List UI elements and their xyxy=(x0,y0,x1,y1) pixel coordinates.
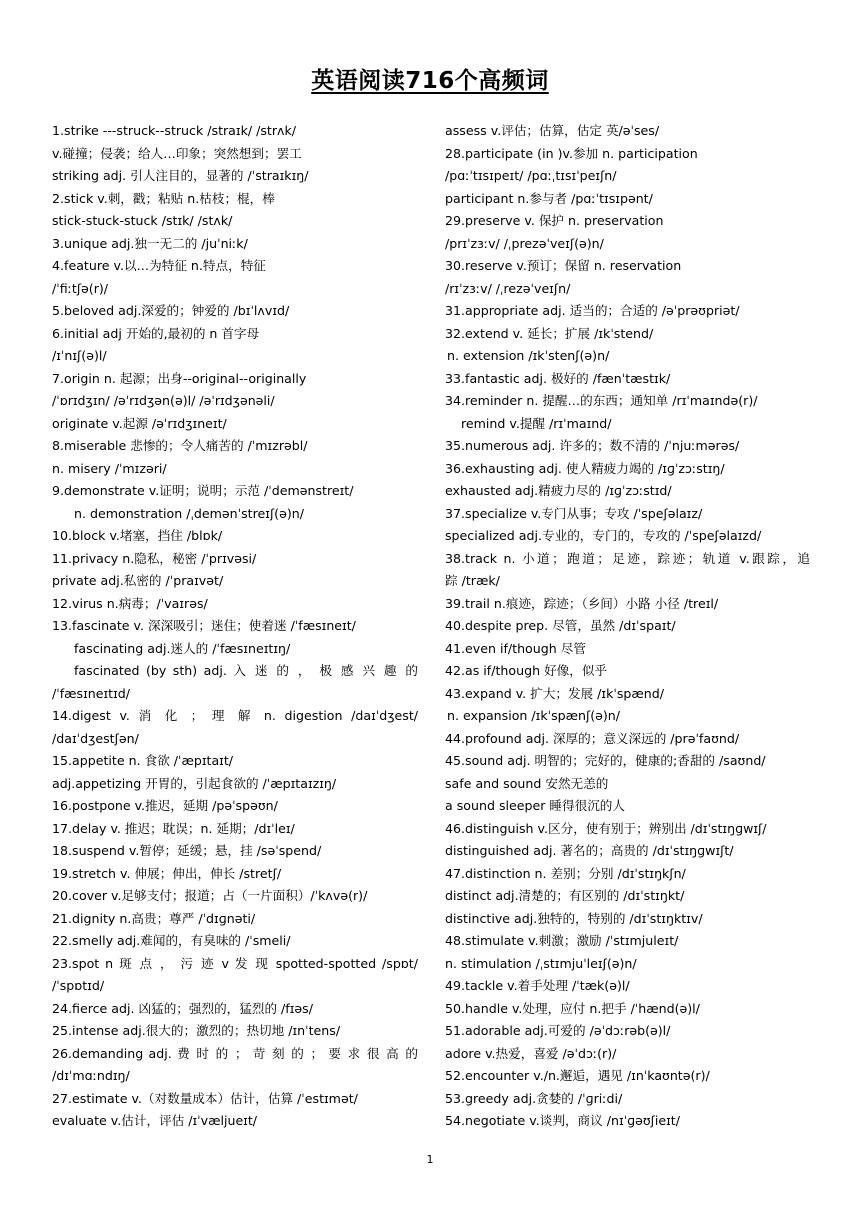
vocab-line: 27.estimate v.（对数量成本）估计，估算 /ˈestɪmət/ xyxy=(52,1090,358,1106)
vocab-line: 45.sound adj. 明智的；完好的，健康的;香甜的 /saʊnd/ xyxy=(445,753,766,768)
vocab-line: exhausted adj.精疲力尽的 /ɪɡˈzɔːstɪd/ xyxy=(445,483,672,498)
vocab-line: 50.handle v.处理，应付 n.把手 /ˈhænd(ə)l/ xyxy=(445,1000,700,1016)
vocab-line: 17.delay v. 推迟；耽误；n. 延期；/dɪˈleɪ/ xyxy=(52,820,295,836)
vocab-line: 23.spot n 斑 点 ， 污 迹 v 发 现 spotted-spotted /spɒt/ xyxy=(52,955,418,971)
vocab-line: specialized adj.专业的，专门的，专攻的 /ˈspeʃəlaɪzd/ xyxy=(445,528,762,543)
vocab-line: adore v.热爱，喜爱 /əˈdɔː(r)/ xyxy=(445,1045,617,1061)
vocab-line: 20.cover v.足够支付；报道；占（一片面积）/ˈkʌvə(r)/ xyxy=(52,888,368,903)
vocab-line: 47.distinction n. 差别；分别 /dɪˈstɪŋkʃn/ xyxy=(445,865,686,881)
vocab-line: 40.despite prep. 尽管，虽然 /dɪˈspaɪt/ xyxy=(445,618,676,633)
vocab-line: 16.postpone v.推迟，延期 /pəˈspəʊn/ xyxy=(52,798,278,813)
vocab-line: 33.fantastic adj. 极好的 /fænˈtæstɪk/ xyxy=(445,370,671,386)
vocab-line: 22.smelly adj.难闻的，有臭味的 /ˈsmeli/ xyxy=(52,933,291,948)
vocab-line: 28.participate (in )v.参加 n. participation xyxy=(445,145,698,161)
vocab-line: /ɪˈnɪʃ(ə)l/ xyxy=(52,348,107,363)
vocab-line: private adj.私密的 /ˈpraɪvət/ xyxy=(52,573,224,588)
vocab-line: 24.fierce adj. 凶猛的；强烈的，猛烈的 /fɪəs/ xyxy=(52,1000,313,1016)
vocab-line: distinct adj.清楚的；有区别的 /dɪˈstɪŋkt/ xyxy=(445,888,685,903)
vocab-line: n. extension /ɪkˈstenʃ(ə)n/ xyxy=(447,348,610,363)
vocab-line: fascinating adj.迷人的 /ˈfæsɪneɪtɪŋ/ xyxy=(74,640,291,656)
vocab-line: 38.track n. 小道；跑道；足迹，踪迹；轨道 v.跟踪，追 xyxy=(445,550,810,566)
vocab-line: originate v.起源 /əˈrɪdʒɪneɪt/ xyxy=(52,415,227,431)
vocab-line: 37.specialize v.专门从事；专攻 /ˈspeʃəlaɪz/ xyxy=(445,505,703,521)
vocab-line: fascinated (by sth) adj. 入 迷 的 ， 极 感 兴 趣 的 xyxy=(74,663,418,678)
vocab-line: /prɪˈzɜːv/ /ˌprezəˈveɪʃ(ə)n/ xyxy=(445,235,604,251)
vocab-line: 30.reserve v.预订；保留 n. reservation xyxy=(445,258,682,273)
vocab-line: v.碰撞；侵袭；给人…印象；突然想到；罢工 xyxy=(52,145,302,161)
vocab-line: /daɪˈdʒestʃən/ xyxy=(52,730,139,746)
vocab-line: striking adj. 引人注目的，显著的 /ˈstraɪkɪŋ/ xyxy=(52,168,309,183)
vocab-line: 14.digest v. 消 化 ； 理 解 n. digestion /daɪˈdʒest/ xyxy=(52,708,418,723)
vocab-line: 51.adorable adj.可爱的 /əˈdɔːrəb(ə)l/ xyxy=(445,1023,671,1038)
vocab-line: distinguished adj. 著名的；高贵的 /dɪˈstɪŋɡwɪʃt/ xyxy=(445,843,734,858)
vocab-line: 29.preserve v. 保护 n. preservation xyxy=(445,213,664,228)
vocab-line: /ˈfæsɪneɪtɪd/ xyxy=(52,685,131,701)
vocab-line: 5.beloved adj.深爱的；钟爱的 /bɪˈlʌvɪd/ xyxy=(52,303,290,318)
vocab-line: stick-stuck-stuck /stɪk/ /stʌk/ xyxy=(52,213,233,228)
vocab-line: 35.numerous adj. 许多的；数不清的 /ˈnjuːmərəs/ xyxy=(445,438,740,453)
vocab-line: 44.profound adj. 深厚的；意义深远的 /prəˈfaʊnd/ xyxy=(445,730,740,746)
vocab-line: 31.appropriate adj. 适当的；合适的 /əˈprəʊpriət/ xyxy=(445,303,740,318)
vocab-line: 13.fascinate v. 深深吸引；迷住；使着迷 /ˈfæsɪneɪt/ xyxy=(52,618,356,633)
vocab-line: /dɪˈmɑːndɪŋ/ xyxy=(52,1068,130,1083)
vocab-line: 32.extend v. 延长；扩展 /ɪkˈstend/ xyxy=(445,325,654,341)
vocab-line: safe and sound 安然无恙的 xyxy=(445,775,609,791)
vocab-line: 6.initial adj 开始的,最初的 n 首字母 xyxy=(52,325,260,341)
vocab-line: 46.distinguish v.区分，使有别于；辨别出 /dɪˈstɪŋɡwɪʃ/ xyxy=(445,820,767,836)
vocab-line: /pɑːˈtɪsɪpeɪt/ /pɑːˌtɪsɪˈpeɪʃn/ xyxy=(445,168,617,183)
vocab-line: 34.reminder n. 提醒…的东西；通知单 /rɪˈmaɪndə(r)/ xyxy=(445,393,758,408)
vocab-line: 36.exhausting adj. 使人精疲力竭的 /ɪɡˈzɔːstɪŋ/ xyxy=(445,460,725,476)
vocab-line: 18.suspend v.暂停；延缓；悬，挂 /səˈspend/ xyxy=(52,843,322,858)
vocab-line: /ˈspɒtɪd/ xyxy=(52,978,105,993)
vocab-line: 26.demanding adj. 费 时 的 ； 苛 刻 的 ； 要 求 很 高 的 xyxy=(52,1045,418,1061)
vocab-line: evaluate v.估计，评估 /ɪˈvæljueɪt/ xyxy=(52,1113,258,1128)
vocab-line: assess v.评估；估算，估定 英/əˈses/ xyxy=(445,123,660,138)
vocab-line: /ˈfiːtʃə(r)/ xyxy=(52,280,109,296)
vocab-line: 11.privacy n.隐私，秘密 /ˈprɪvəsi/ xyxy=(52,550,257,566)
vocab-line: distinctive adj.独特的，特别的 /dɪˈstɪŋktɪv/ xyxy=(445,910,703,926)
vocab-line: remind v.提醒 /rɪˈmaɪnd/ xyxy=(461,415,612,431)
vocab-line: adj.appetizing 开胃的，引起食欲的 /ˈæpɪtaɪzɪŋ/ xyxy=(52,775,337,791)
vocab-line: 49.tackle v.着手处理 /ˈtæk(ə)l/ xyxy=(445,978,630,993)
vocab-line: 43.expand v. 扩大；发展 /ɪkˈspænd/ xyxy=(445,685,664,701)
vocab-line: 19.stretch v. 伸展；伸出，伸长 /stretʃ/ xyxy=(52,865,282,881)
vocab-line: 48.stimulate v.刺激；激励 /ˈstɪmjuleɪt/ xyxy=(445,933,679,948)
vocab-line: 12.virus n.病毒；/ˈvaɪrəs/ xyxy=(52,595,208,611)
vocab-line: 21.dignity n.高贵；尊严 /ˈdɪɡnəti/ xyxy=(52,910,256,926)
vocab-line: n. demonstration /ˌdemənˈstreɪʃ(ə)n/ xyxy=(74,505,304,521)
vocab-line: n. stimulation /ˌstɪmjuˈleɪʃ(ə)n/ xyxy=(445,955,637,971)
vocab-line: participant n.参与者 /pɑːˈtɪsɪpənt/ xyxy=(445,190,653,206)
page-number: 1 xyxy=(426,1153,434,1166)
vocab-line: 39.trail n.痕迹，踪迹；（乡间）小路 小径 /treɪl/ xyxy=(445,595,719,611)
vocab-line: 3.unique adj.独一无二的 /juˈniːk/ xyxy=(52,235,248,251)
vocab-line: /rɪˈzɜːv/ /ˌrezəˈveɪʃn/ xyxy=(445,280,571,296)
vocab-line: 踪 /træk/ xyxy=(445,573,500,588)
vocab-line: 9.demonstrate v.证明；说明；示范 /ˈdemənstreɪt/ xyxy=(52,483,354,498)
vocab-line: a sound sleeper 睡得很沉的人 xyxy=(445,798,625,813)
left-column xyxy=(52,120,418,1133)
vocab-line: 4.feature v.以…为特征 n.特点，特征 xyxy=(52,258,266,273)
vocab-line: 8.miserable 悲惨的；令人痛苦的 /ˈmɪzrəbl/ xyxy=(52,438,308,453)
vocab-line: /ˈɒrɪdʒɪn/ /əˈrɪdʒən(ə)l/ /əˈrɪdʒənəli/ xyxy=(52,393,275,408)
vocab-line: 15.appetite n. 食欲 /ˈæpɪtaɪt/ xyxy=(52,753,234,768)
vocab-line: 41.even if/though 尽管 xyxy=(445,640,586,656)
vocab-line: 25.intense adj.很大的；激烈的；热切地 /ɪnˈtens/ xyxy=(52,1023,341,1038)
vocab-line: 1.strike ---struck--struck /straɪk/ /strʌk/ xyxy=(52,123,297,138)
vocab-line: 2.stick v.刺，戳；粘贴 n.枯枝；棍，棒 xyxy=(52,190,275,206)
vocab-line: 52.encounter v./n.邂逅，遇见 /ɪnˈkaʊntə(r)/ xyxy=(445,1068,710,1083)
right-column xyxy=(445,120,810,1133)
vocab-line: 42.as if/though 好像，似乎 xyxy=(445,663,608,678)
page-title: 英语阅读716个高频词 xyxy=(311,68,549,94)
vocab-line: 10.block v.堵塞，挡住 /blɒk/ xyxy=(52,528,223,543)
vocab-line: 7.origin n. 起源；出身--original--originally xyxy=(52,370,307,386)
vocab-line: n. misery /ˈmɪzəri/ xyxy=(52,460,167,476)
vocab-line: 53.greedy adj.贪婪的 /ˈɡriːdi/ xyxy=(445,1090,623,1106)
vocab-line: 54.negotiate v.谈判，商议 /nɪˈɡəʊʃieɪt/ xyxy=(445,1113,680,1128)
vocab-line: n. expansion /ɪkˈspænʃ(ə)n/ xyxy=(447,708,621,723)
